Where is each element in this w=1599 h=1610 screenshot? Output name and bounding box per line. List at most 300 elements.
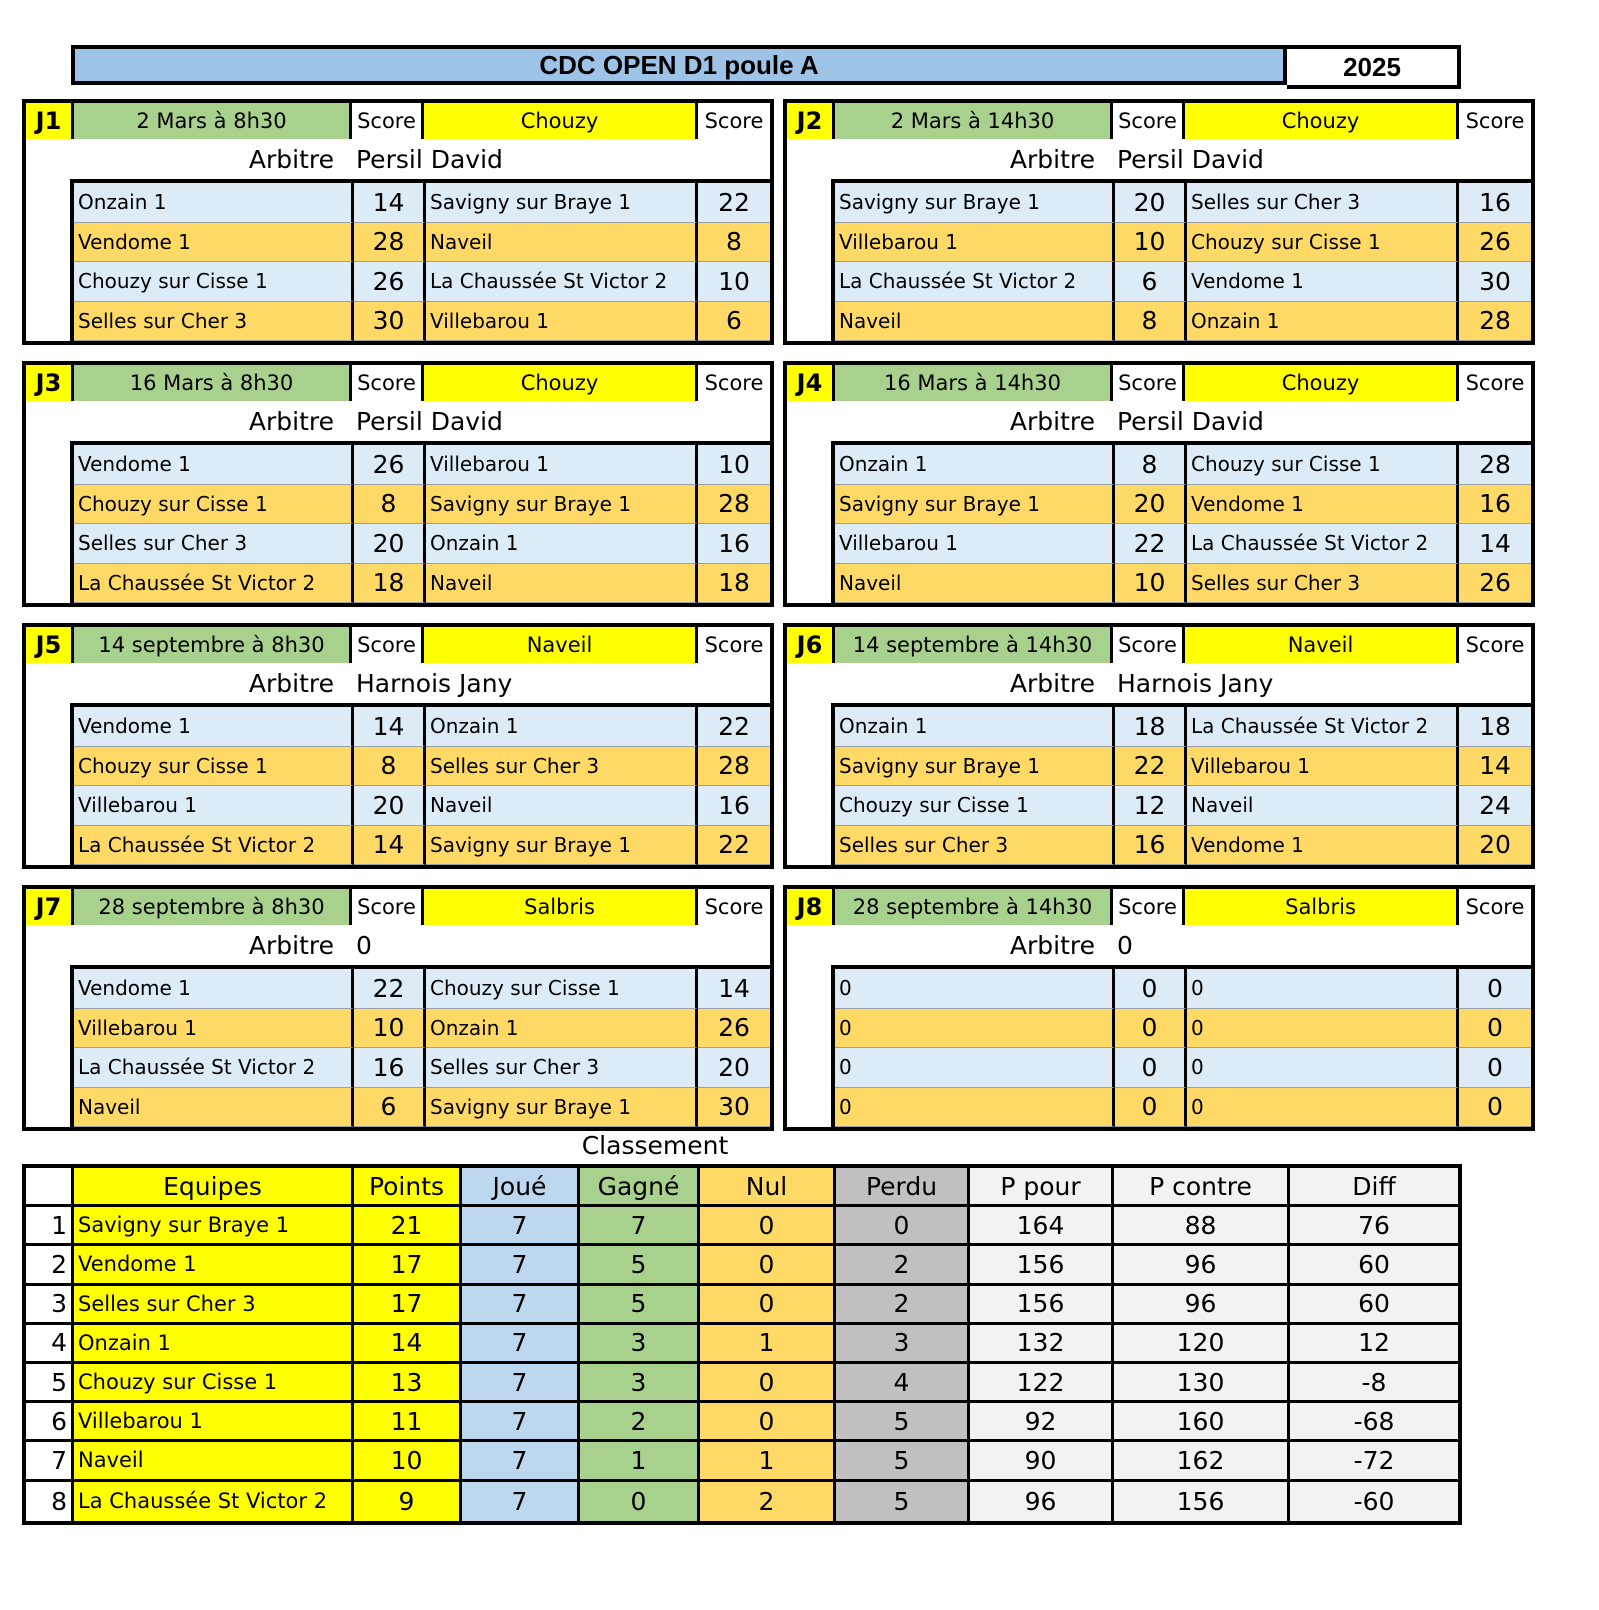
away-team: Villebarou 1 — [1187, 747, 1459, 787]
match-row — [835, 826, 1531, 866]
home-team: Onzain 1 — [835, 707, 1115, 747]
away-score: 14 — [698, 969, 770, 1009]
score-header: Score — [352, 365, 424, 401]
cell-rank: 3 — [26, 1286, 74, 1325]
cell-played: 7 — [462, 1442, 580, 1481]
cell-diff: -60 — [1290, 1482, 1458, 1521]
cell-lost: 0 — [836, 1207, 970, 1246]
match-date: 28 septembre à 14h30 — [835, 889, 1113, 925]
home-team: Vendome 1 — [74, 707, 354, 747]
away-team: Savigny sur Braye 1 — [426, 183, 698, 223]
away-team: Chouzy sur Cisse 1 — [1187, 445, 1459, 485]
away-score: 10 — [698, 445, 770, 485]
home-team: La Chaussée St Victor 2 — [74, 564, 354, 604]
venue: Naveil — [1185, 627, 1459, 663]
cell-draw: 1 — [700, 1442, 836, 1481]
home-score: 0 — [1115, 1048, 1187, 1088]
away-score: 18 — [1459, 707, 1531, 747]
header-played: Joué — [462, 1168, 580, 1207]
home-team: Vendome 1 — [74, 223, 354, 263]
match-date: 28 septembre à 8h30 — [74, 889, 352, 925]
away-score: 26 — [1459, 564, 1531, 604]
score-header: Score — [352, 103, 424, 139]
home-score: 14 — [354, 183, 426, 223]
away-team: 0 — [1187, 1088, 1459, 1128]
cell-rank: 7 — [26, 1442, 74, 1481]
cell-points-for: 164 — [970, 1207, 1114, 1246]
away-team: Selles sur Cher 3 — [1187, 183, 1459, 223]
cell-rank: 1 — [26, 1207, 74, 1246]
away-score: 26 — [1459, 223, 1531, 263]
match-day-label: J4 — [787, 365, 835, 401]
matches-table — [70, 703, 770, 865]
home-score: 14 — [354, 707, 426, 747]
away-team: La Chaussée St Victor 2 — [1187, 707, 1459, 747]
referee-label: Arbitre — [1009, 406, 1095, 436]
match-day-j1 — [22, 99, 774, 345]
cell-points-for: 90 — [970, 1442, 1114, 1481]
away-team: Onzain 1 — [426, 707, 698, 747]
home-score: 22 — [1115, 747, 1187, 787]
score-header: Score — [1113, 103, 1185, 139]
home-team: Naveil — [835, 564, 1115, 604]
venue: Chouzy — [1185, 365, 1459, 401]
match-row — [835, 183, 1531, 223]
match-date: 14 septembre à 14h30 — [835, 627, 1113, 663]
match-row — [835, 1088, 1531, 1128]
away-score: 14 — [1459, 747, 1531, 787]
standings-row — [26, 1286, 1458, 1325]
cell-rank: 6 — [26, 1403, 74, 1442]
score-header: Score — [1459, 627, 1531, 663]
match-row — [74, 183, 770, 223]
away-team: Villebarou 1 — [426, 445, 698, 485]
cell-points-for: 132 — [970, 1325, 1114, 1364]
cell-team: Chouzy sur Cisse 1 — [74, 1364, 354, 1403]
cell-played: 7 — [462, 1286, 580, 1325]
score-header: Score — [698, 627, 770, 663]
cell-points: 21 — [354, 1207, 462, 1246]
home-team: Savigny sur Braye 1 — [835, 747, 1115, 787]
home-score: 20 — [1115, 183, 1187, 223]
score-header: Score — [1459, 365, 1531, 401]
cell-won: 3 — [580, 1325, 700, 1364]
match-date: 14 septembre à 8h30 — [74, 627, 352, 663]
home-score: 16 — [1115, 826, 1187, 866]
home-score: 22 — [354, 969, 426, 1009]
home-team: Selles sur Cher 3 — [835, 826, 1115, 866]
score-header: Score — [1113, 889, 1185, 925]
home-team: 0 — [835, 1009, 1115, 1049]
cell-rank: 5 — [26, 1364, 74, 1403]
standings-row — [26, 1442, 1458, 1481]
standings-row — [26, 1403, 1458, 1442]
away-score: 22 — [698, 183, 770, 223]
score-header: Score — [1113, 627, 1185, 663]
cell-points: 11 — [354, 1403, 462, 1442]
cell-won: 1 — [580, 1442, 700, 1481]
home-score: 26 — [354, 445, 426, 485]
home-score: 8 — [1115, 302, 1187, 342]
cell-played: 7 — [462, 1482, 580, 1521]
cell-team: La Chaussée St Victor 2 — [74, 1482, 354, 1521]
home-team: Onzain 1 — [74, 183, 354, 223]
cell-diff: -8 — [1290, 1364, 1458, 1403]
home-score: 8 — [354, 747, 426, 787]
away-team: Onzain 1 — [1187, 302, 1459, 342]
match-row — [74, 786, 770, 826]
home-score: 10 — [1115, 223, 1187, 263]
away-team: Vendome 1 — [1187, 262, 1459, 302]
header-team: Equipes — [74, 1168, 354, 1207]
cell-team: Naveil — [74, 1442, 354, 1481]
cell-played: 7 — [462, 1246, 580, 1285]
standings-header — [26, 1168, 1458, 1207]
away-team: Savigny sur Braye 1 — [426, 485, 698, 525]
header-diff: Diff — [1290, 1168, 1458, 1207]
cell-draw: 0 — [700, 1403, 836, 1442]
away-team: Savigny sur Braye 1 — [426, 826, 698, 866]
referee-label: Arbitre — [1009, 930, 1095, 960]
standings-row — [26, 1482, 1458, 1521]
cell-played: 7 — [462, 1403, 580, 1442]
home-score: 12 — [1115, 786, 1187, 826]
home-score: 8 — [1115, 445, 1187, 485]
standings-row — [26, 1207, 1458, 1246]
venue: Salbris — [424, 889, 698, 925]
cell-points: 17 — [354, 1246, 462, 1285]
cell-won: 7 — [580, 1207, 700, 1246]
home-team: Naveil — [74, 1088, 354, 1128]
home-score: 10 — [354, 1009, 426, 1049]
cell-points: 10 — [354, 1442, 462, 1481]
cell-lost: 2 — [836, 1286, 970, 1325]
match-day-label: J8 — [787, 889, 835, 925]
away-score: 0 — [1459, 1009, 1531, 1049]
referee-name: Persil David — [356, 144, 503, 174]
away-score: 0 — [1459, 1048, 1531, 1088]
cell-diff: -68 — [1290, 1403, 1458, 1442]
header-lost: Perdu — [836, 1168, 970, 1207]
referee-label: Arbitre — [248, 930, 334, 960]
cell-points-against: 120 — [1114, 1325, 1290, 1364]
header-points-for: P pour — [970, 1168, 1114, 1207]
away-team: Naveil — [426, 223, 698, 263]
home-team: La Chaussée St Victor 2 — [74, 826, 354, 866]
cell-draw: 0 — [700, 1286, 836, 1325]
standings-title: Classement — [581, 1130, 729, 1160]
away-team: 0 — [1187, 969, 1459, 1009]
score-header: Score — [1459, 889, 1531, 925]
away-team: Savigny sur Braye 1 — [426, 1088, 698, 1128]
match-row — [835, 223, 1531, 263]
home-team: Vendome 1 — [74, 445, 354, 485]
away-score: 30 — [698, 1088, 770, 1128]
cell-points: 9 — [354, 1482, 462, 1521]
cell-won: 5 — [580, 1246, 700, 1285]
standings-table — [22, 1164, 1462, 1525]
away-score: 28 — [698, 747, 770, 787]
away-score: 0 — [1459, 969, 1531, 1009]
score-header: Score — [698, 365, 770, 401]
home-score: 10 — [1115, 564, 1187, 604]
match-day-label: J5 — [26, 627, 74, 663]
home-team: Naveil — [835, 302, 1115, 342]
venue: Salbris — [1185, 889, 1459, 925]
home-team: 0 — [835, 969, 1115, 1009]
standings-row — [26, 1364, 1458, 1403]
home-score: 0 — [1115, 969, 1187, 1009]
home-score: 20 — [1115, 485, 1187, 525]
score-header: Score — [698, 103, 770, 139]
cell-diff: 12 — [1290, 1325, 1458, 1364]
home-score: 16 — [354, 1048, 426, 1088]
standings-row — [26, 1325, 1458, 1364]
match-date: 16 Mars à 14h30 — [835, 365, 1113, 401]
matches-table — [70, 965, 770, 1127]
away-score: 16 — [1459, 485, 1531, 525]
match-row — [835, 445, 1531, 485]
away-team: Vendome 1 — [1187, 826, 1459, 866]
referee-name: 0 — [356, 930, 372, 960]
cell-lost: 2 — [836, 1246, 970, 1285]
away-team: La Chaussée St Victor 2 — [426, 262, 698, 302]
score-header: Score — [698, 889, 770, 925]
header-blank — [26, 1168, 74, 1207]
home-team: Villebarou 1 — [835, 524, 1115, 564]
match-row — [74, 1048, 770, 1088]
score-header: Score — [1113, 365, 1185, 401]
standings-row — [26, 1246, 1458, 1285]
match-row — [74, 485, 770, 525]
cell-points-against: 162 — [1114, 1442, 1290, 1481]
away-score: 14 — [1459, 524, 1531, 564]
cell-diff: 60 — [1290, 1246, 1458, 1285]
season-year: 2025 — [1287, 45, 1461, 89]
cell-points-against: 96 — [1114, 1286, 1290, 1325]
match-day-j6 — [783, 623, 1535, 869]
match-day-j4 — [783, 361, 1535, 607]
cell-points: 17 — [354, 1286, 462, 1325]
referee-name: Harnois Jany — [1117, 668, 1274, 698]
away-team: 0 — [1187, 1048, 1459, 1088]
match-row — [74, 223, 770, 263]
cell-lost: 3 — [836, 1325, 970, 1364]
home-team: Savigny sur Braye 1 — [835, 485, 1115, 525]
away-team: Selles sur Cher 3 — [426, 1048, 698, 1088]
cell-diff: 76 — [1290, 1207, 1458, 1246]
header-points-against: P contre — [1114, 1168, 1290, 1207]
away-score: 28 — [698, 485, 770, 525]
home-team: Vendome 1 — [74, 969, 354, 1009]
home-score: 6 — [354, 1088, 426, 1128]
home-score: 0 — [1115, 1009, 1187, 1049]
home-score: 8 — [354, 485, 426, 525]
match-row — [74, 707, 770, 747]
match-row — [835, 302, 1531, 342]
cell-points: 14 — [354, 1325, 462, 1364]
away-score: 10 — [698, 262, 770, 302]
referee-name: Persil David — [1117, 406, 1264, 436]
cell-played: 7 — [462, 1325, 580, 1364]
match-row — [835, 262, 1531, 302]
match-day-j3 — [22, 361, 774, 607]
header-points: Points — [354, 1168, 462, 1207]
cell-team: Selles sur Cher 3 — [74, 1286, 354, 1325]
home-team: 0 — [835, 1088, 1115, 1128]
home-score: 26 — [354, 262, 426, 302]
match-day-label: J6 — [787, 627, 835, 663]
matches-table — [831, 965, 1531, 1127]
away-score: 16 — [1459, 183, 1531, 223]
referee-label: Arbitre — [1009, 668, 1095, 698]
cell-draw: 0 — [700, 1207, 836, 1246]
match-row — [835, 1009, 1531, 1049]
home-team: Chouzy sur Cisse 1 — [74, 262, 354, 302]
cell-points-for: 156 — [970, 1286, 1114, 1325]
referee-name: 0 — [1117, 930, 1133, 960]
match-row — [835, 786, 1531, 826]
cell-points-against: 160 — [1114, 1403, 1290, 1442]
home-team: 0 — [835, 1048, 1115, 1088]
cell-points-against: 96 — [1114, 1246, 1290, 1285]
home-team: Selles sur Cher 3 — [74, 302, 354, 342]
match-row — [74, 564, 770, 604]
away-team: Chouzy sur Cisse 1 — [1187, 223, 1459, 263]
home-team: Chouzy sur Cisse 1 — [74, 485, 354, 525]
away-score: 28 — [1459, 445, 1531, 485]
away-score: 18 — [698, 564, 770, 604]
home-score: 18 — [1115, 707, 1187, 747]
away-score: 24 — [1459, 786, 1531, 826]
referee-name: Persil David — [356, 406, 503, 436]
home-team: Onzain 1 — [835, 445, 1115, 485]
away-score: 16 — [698, 786, 770, 826]
match-date: 2 Mars à 14h30 — [835, 103, 1113, 139]
cell-points-for: 92 — [970, 1403, 1114, 1442]
cell-draw: 0 — [700, 1364, 836, 1403]
match-row — [74, 826, 770, 866]
home-team: Selles sur Cher 3 — [74, 524, 354, 564]
home-team: La Chaussée St Victor 2 — [835, 262, 1115, 302]
cell-rank: 2 — [26, 1246, 74, 1285]
away-team: Naveil — [426, 564, 698, 604]
away-team: La Chaussée St Victor 2 — [1187, 524, 1459, 564]
home-score: 0 — [1115, 1088, 1187, 1128]
referee-label: Arbitre — [1009, 144, 1095, 174]
match-day-label: J7 — [26, 889, 74, 925]
score-header: Score — [352, 889, 424, 925]
match-row — [835, 707, 1531, 747]
cell-lost: 5 — [836, 1482, 970, 1521]
matches-table — [831, 179, 1531, 341]
score-header: Score — [352, 627, 424, 663]
cell-diff: -72 — [1290, 1442, 1458, 1481]
matches-table — [831, 703, 1531, 865]
referee-label: Arbitre — [248, 406, 334, 436]
cell-won: 2 — [580, 1403, 700, 1442]
away-team: Chouzy sur Cisse 1 — [426, 969, 698, 1009]
away-team: Naveil — [1187, 786, 1459, 826]
home-score: 18 — [354, 564, 426, 604]
home-team: Villebarou 1 — [74, 786, 354, 826]
referee-label: Arbitre — [248, 668, 334, 698]
match-row — [74, 747, 770, 787]
away-score: 16 — [698, 524, 770, 564]
away-score: 0 — [1459, 1088, 1531, 1128]
away-team: Vendome 1 — [1187, 485, 1459, 525]
match-row — [835, 524, 1531, 564]
home-score: 30 — [354, 302, 426, 342]
cell-diff: 60 — [1290, 1286, 1458, 1325]
home-score: 28 — [354, 223, 426, 263]
away-team: Onzain 1 — [426, 1009, 698, 1049]
away-score: 26 — [698, 1009, 770, 1049]
cell-won: 5 — [580, 1286, 700, 1325]
match-row — [835, 564, 1531, 604]
cell-played: 7 — [462, 1207, 580, 1246]
referee-label: Arbitre — [248, 144, 334, 174]
home-team: Chouzy sur Cisse 1 — [835, 786, 1115, 826]
home-score: 22 — [1115, 524, 1187, 564]
away-score: 6 — [698, 302, 770, 342]
cell-rank: 4 — [26, 1325, 74, 1364]
header-won: Gagné — [580, 1168, 700, 1207]
cell-points-for: 122 — [970, 1364, 1114, 1403]
cell-points-against: 130 — [1114, 1364, 1290, 1403]
match-day-label: J2 — [787, 103, 835, 139]
away-team: Selles sur Cher 3 — [1187, 564, 1459, 604]
match-row — [74, 445, 770, 485]
match-day-j8 — [783, 885, 1535, 1131]
home-score: 20 — [354, 786, 426, 826]
home-team: Villebarou 1 — [74, 1009, 354, 1049]
match-row — [74, 1088, 770, 1128]
cell-played: 7 — [462, 1364, 580, 1403]
cell-points-for: 156 — [970, 1246, 1114, 1285]
away-team: Onzain 1 — [426, 524, 698, 564]
venue: Chouzy — [1185, 103, 1459, 139]
match-date: 16 Mars à 8h30 — [74, 365, 352, 401]
home-team: Villebarou 1 — [835, 223, 1115, 263]
home-score: 6 — [1115, 262, 1187, 302]
match-row — [74, 302, 770, 342]
home-score: 20 — [354, 524, 426, 564]
cell-lost: 5 — [836, 1442, 970, 1481]
match-day-label: J3 — [26, 365, 74, 401]
cell-lost: 5 — [836, 1403, 970, 1442]
home-team: Savigny sur Braye 1 — [835, 183, 1115, 223]
match-day-j5 — [22, 623, 774, 869]
away-team: 0 — [1187, 1009, 1459, 1049]
cell-team: Savigny sur Braye 1 — [74, 1207, 354, 1246]
venue: Chouzy — [424, 365, 698, 401]
score-header: Score — [1459, 103, 1531, 139]
match-row — [74, 262, 770, 302]
home-team: La Chaussée St Victor 2 — [74, 1048, 354, 1088]
venue: Naveil — [424, 627, 698, 663]
away-score: 8 — [698, 223, 770, 263]
away-score: 22 — [698, 826, 770, 866]
cell-won: 3 — [580, 1364, 700, 1403]
away-team: Selles sur Cher 3 — [426, 747, 698, 787]
cell-won: 0 — [580, 1482, 700, 1521]
away-score: 20 — [698, 1048, 770, 1088]
cell-lost: 4 — [836, 1364, 970, 1403]
match-day-label: J1 — [26, 103, 74, 139]
match-row — [835, 485, 1531, 525]
venue: Chouzy — [424, 103, 698, 139]
